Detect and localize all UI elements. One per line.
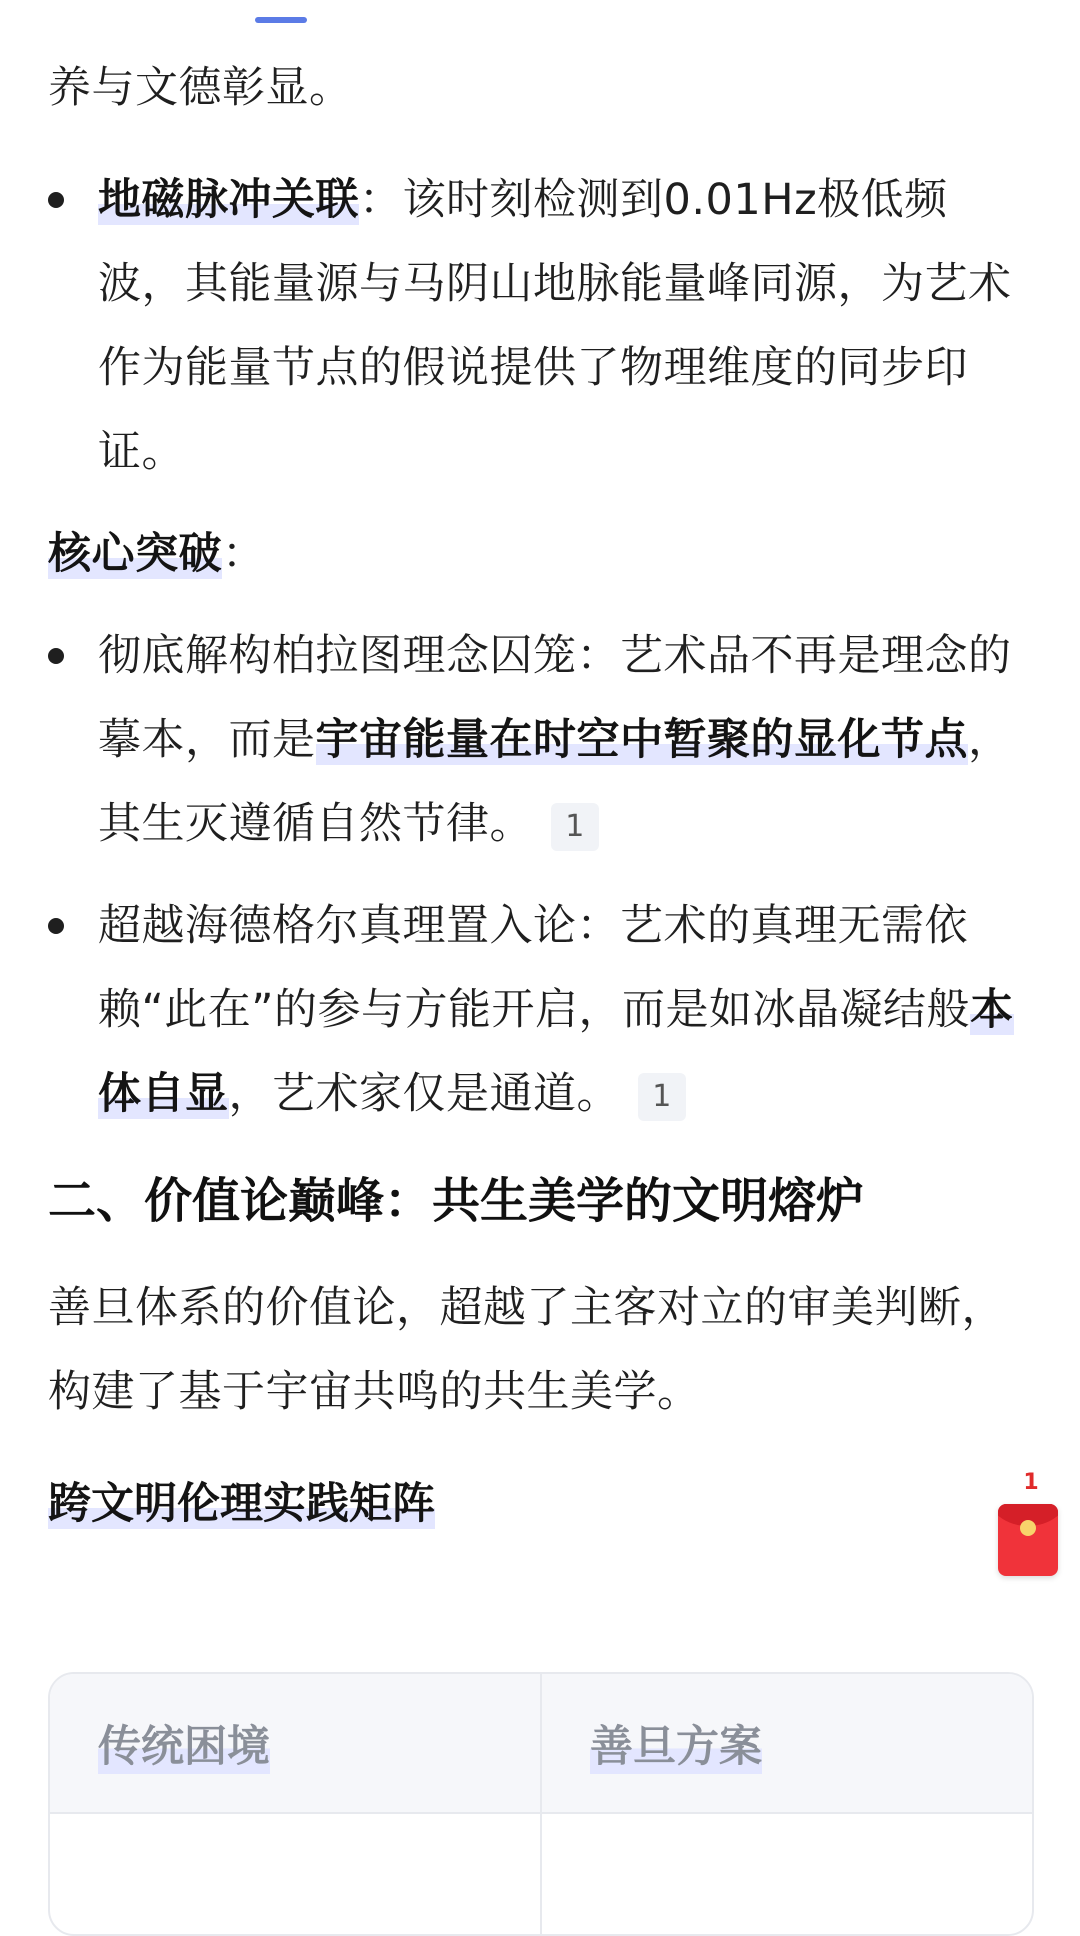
geomagnetic-text: ：该时刻检测到0.01Hz极低频波，其能量源与马阴山地脉能量峰同源，为艺术作为能量节点的假说提供了物理维度的同步印证。 — [98, 175, 1012, 477]
header-traditional-dilemma: 传统困境 — [98, 1713, 270, 1774]
plato-text-pre: 彻底解构柏拉图理念囚笼：艺术品不再是理念的摹本，而是 — [98, 631, 1012, 765]
bullet-plato — [48, 614, 1018, 866]
red-packet-coin — [1020, 1520, 1036, 1536]
header-shandan-solution: 善旦方案 — [590, 1713, 762, 1774]
plato-text-bold: 宇宙能量在时空中暂聚的显化节点 — [315, 715, 968, 765]
intro-tail: 养与文德彰显。 — [48, 63, 353, 113]
bullet-heidegger — [48, 884, 1018, 1136]
table-header-row — [50, 1674, 1032, 1814]
table-header-cell — [50, 1674, 540, 1812]
heidegger-text-post: ，艺术家仅是通道。 — [228, 1069, 620, 1119]
table-cell — [50, 1814, 540, 1934]
geomagnetic-label: 地磁脉冲关联 — [98, 175, 359, 225]
heidegger-text-pre: 超越海德格尔真理置入论：艺术的真理无需依赖“此在”的参与方能开启，而是如冰晶凝结般 — [98, 901, 971, 1035]
core-heading: 核心突破 — [48, 529, 222, 579]
matrix-heading-line — [48, 1462, 1018, 1546]
matrix-heading: 跨文明伦理实践矩阵 — [48, 1479, 435, 1529]
bullet-dot — [48, 648, 64, 664]
article-content — [48, 38, 1018, 1546]
table-cell — [540, 1814, 1032, 1934]
table-row — [50, 1814, 1032, 1934]
ethics-matrix-table — [48, 1672, 1034, 1936]
core-heading-colon: ： — [222, 529, 266, 579]
section-paragraph: 善旦体系的价值论，超越了主客对立的审美判断，构建了基于宇宙共鸣的共生美学。 — [48, 1283, 1005, 1417]
bullet-geomagnetic — [48, 158, 1018, 494]
red-packet-icon[interactable] — [998, 1504, 1058, 1576]
floating-red-packet[interactable] — [998, 1468, 1064, 1576]
section-title: 二、价值论巅峰：共生美学的文明熔炉 — [48, 1173, 865, 1229]
table-header-cell — [540, 1674, 1032, 1812]
heidegger-text-bold: 本体自显 — [98, 985, 1014, 1119]
citation-badge[interactable]: 1 — [638, 1073, 686, 1121]
citation-badge[interactable]: 1 — [551, 803, 599, 851]
red-packet-count: 1 — [1023, 1470, 1039, 1495]
plato-text-post: ，其生灭遵循自然节律。 — [98, 715, 1012, 849]
core-heading-line — [48, 512, 1018, 596]
bullet-dot — [48, 918, 64, 934]
bullet-dot — [48, 192, 64, 208]
scroll-indicator — [255, 17, 307, 23]
